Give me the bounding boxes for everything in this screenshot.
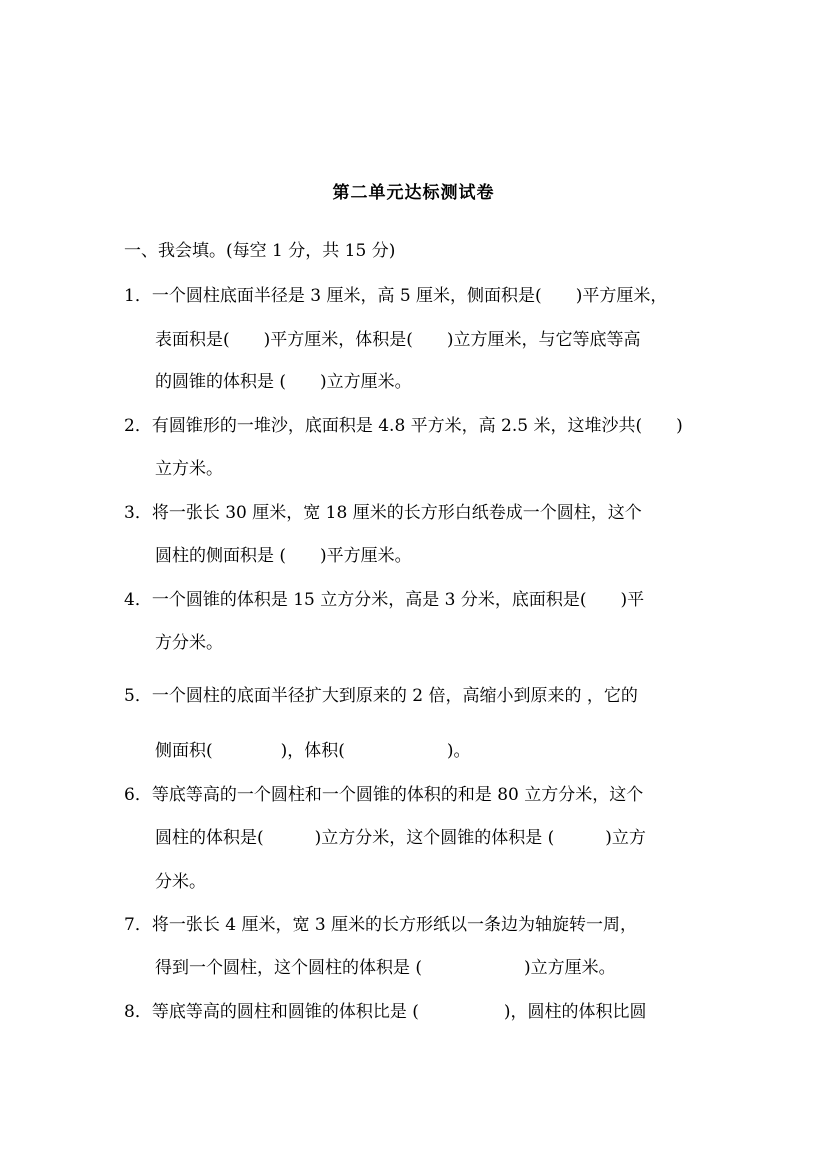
question-5-line-1: 5．一个圆柱的底面半径扩大到原来的 2 倍，高缩小到原来的 ，它的 — [124, 686, 638, 706]
question-1-line-2: 表面积是( )平方厘米，体积是( )立方厘米，与它等底等高 — [155, 330, 641, 350]
question-6-line-2: 圆柱的体积是( )立方分米，这个圆锥的体积是 ( )立方 — [155, 828, 646, 848]
question-4-line-1: 4．一个圆锥的体积是 15 立方分米，高是 3 分米，底面积是( )平 — [124, 590, 645, 610]
section-heading: 一、我会填。(每空 1 分，共 15 分) — [124, 241, 396, 261]
question-1-line-3: 的圆锥的体积是 ( )立方厘米。 — [155, 372, 412, 392]
question-2-line-2: 立方米。 — [155, 459, 223, 479]
question-6-line-3: 分米。 — [155, 872, 206, 892]
question-7-line-1: 7．将一张长 4 厘米，宽 3 厘米的长方形纸以一条边为轴旋转一周， — [124, 915, 638, 935]
question-6-line-1: 6．等底等高的一个圆柱和一个圆锥的体积的和是 80 立方分米，这个 — [124, 785, 644, 805]
question-4-line-2: 方分米。 — [155, 633, 223, 653]
question-3-line-1: 3．将一张长 30 厘米，宽 18 厘米的长方形白纸卷成一个圆柱，这个 — [124, 503, 642, 523]
question-3-line-2: 圆柱的侧面积是 ( )平方厘米。 — [155, 546, 412, 566]
question-5-line-2: 侧面积( )，体积( )。 — [155, 741, 471, 761]
question-7-line-2: 得到一个圆柱，这个圆柱的体积是 ( )立方厘米。 — [155, 958, 616, 978]
question-1-line-1: 1．一个圆柱底面半径是 3 厘米，高 5 厘米，侧面积是( )平方厘米， — [124, 286, 668, 306]
question-2-line-1: 2．有圆锥形的一堆沙，底面积是 4.8 平方米，高 2.5 米，这堆沙共( ) — [124, 416, 683, 436]
page-title: 第二单元达标测试卷 — [332, 183, 495, 203]
question-8-line-1: 8．等底等高的圆柱和圆锥的体积比是 ( )，圆柱的体积比圆 — [124, 1002, 647, 1022]
